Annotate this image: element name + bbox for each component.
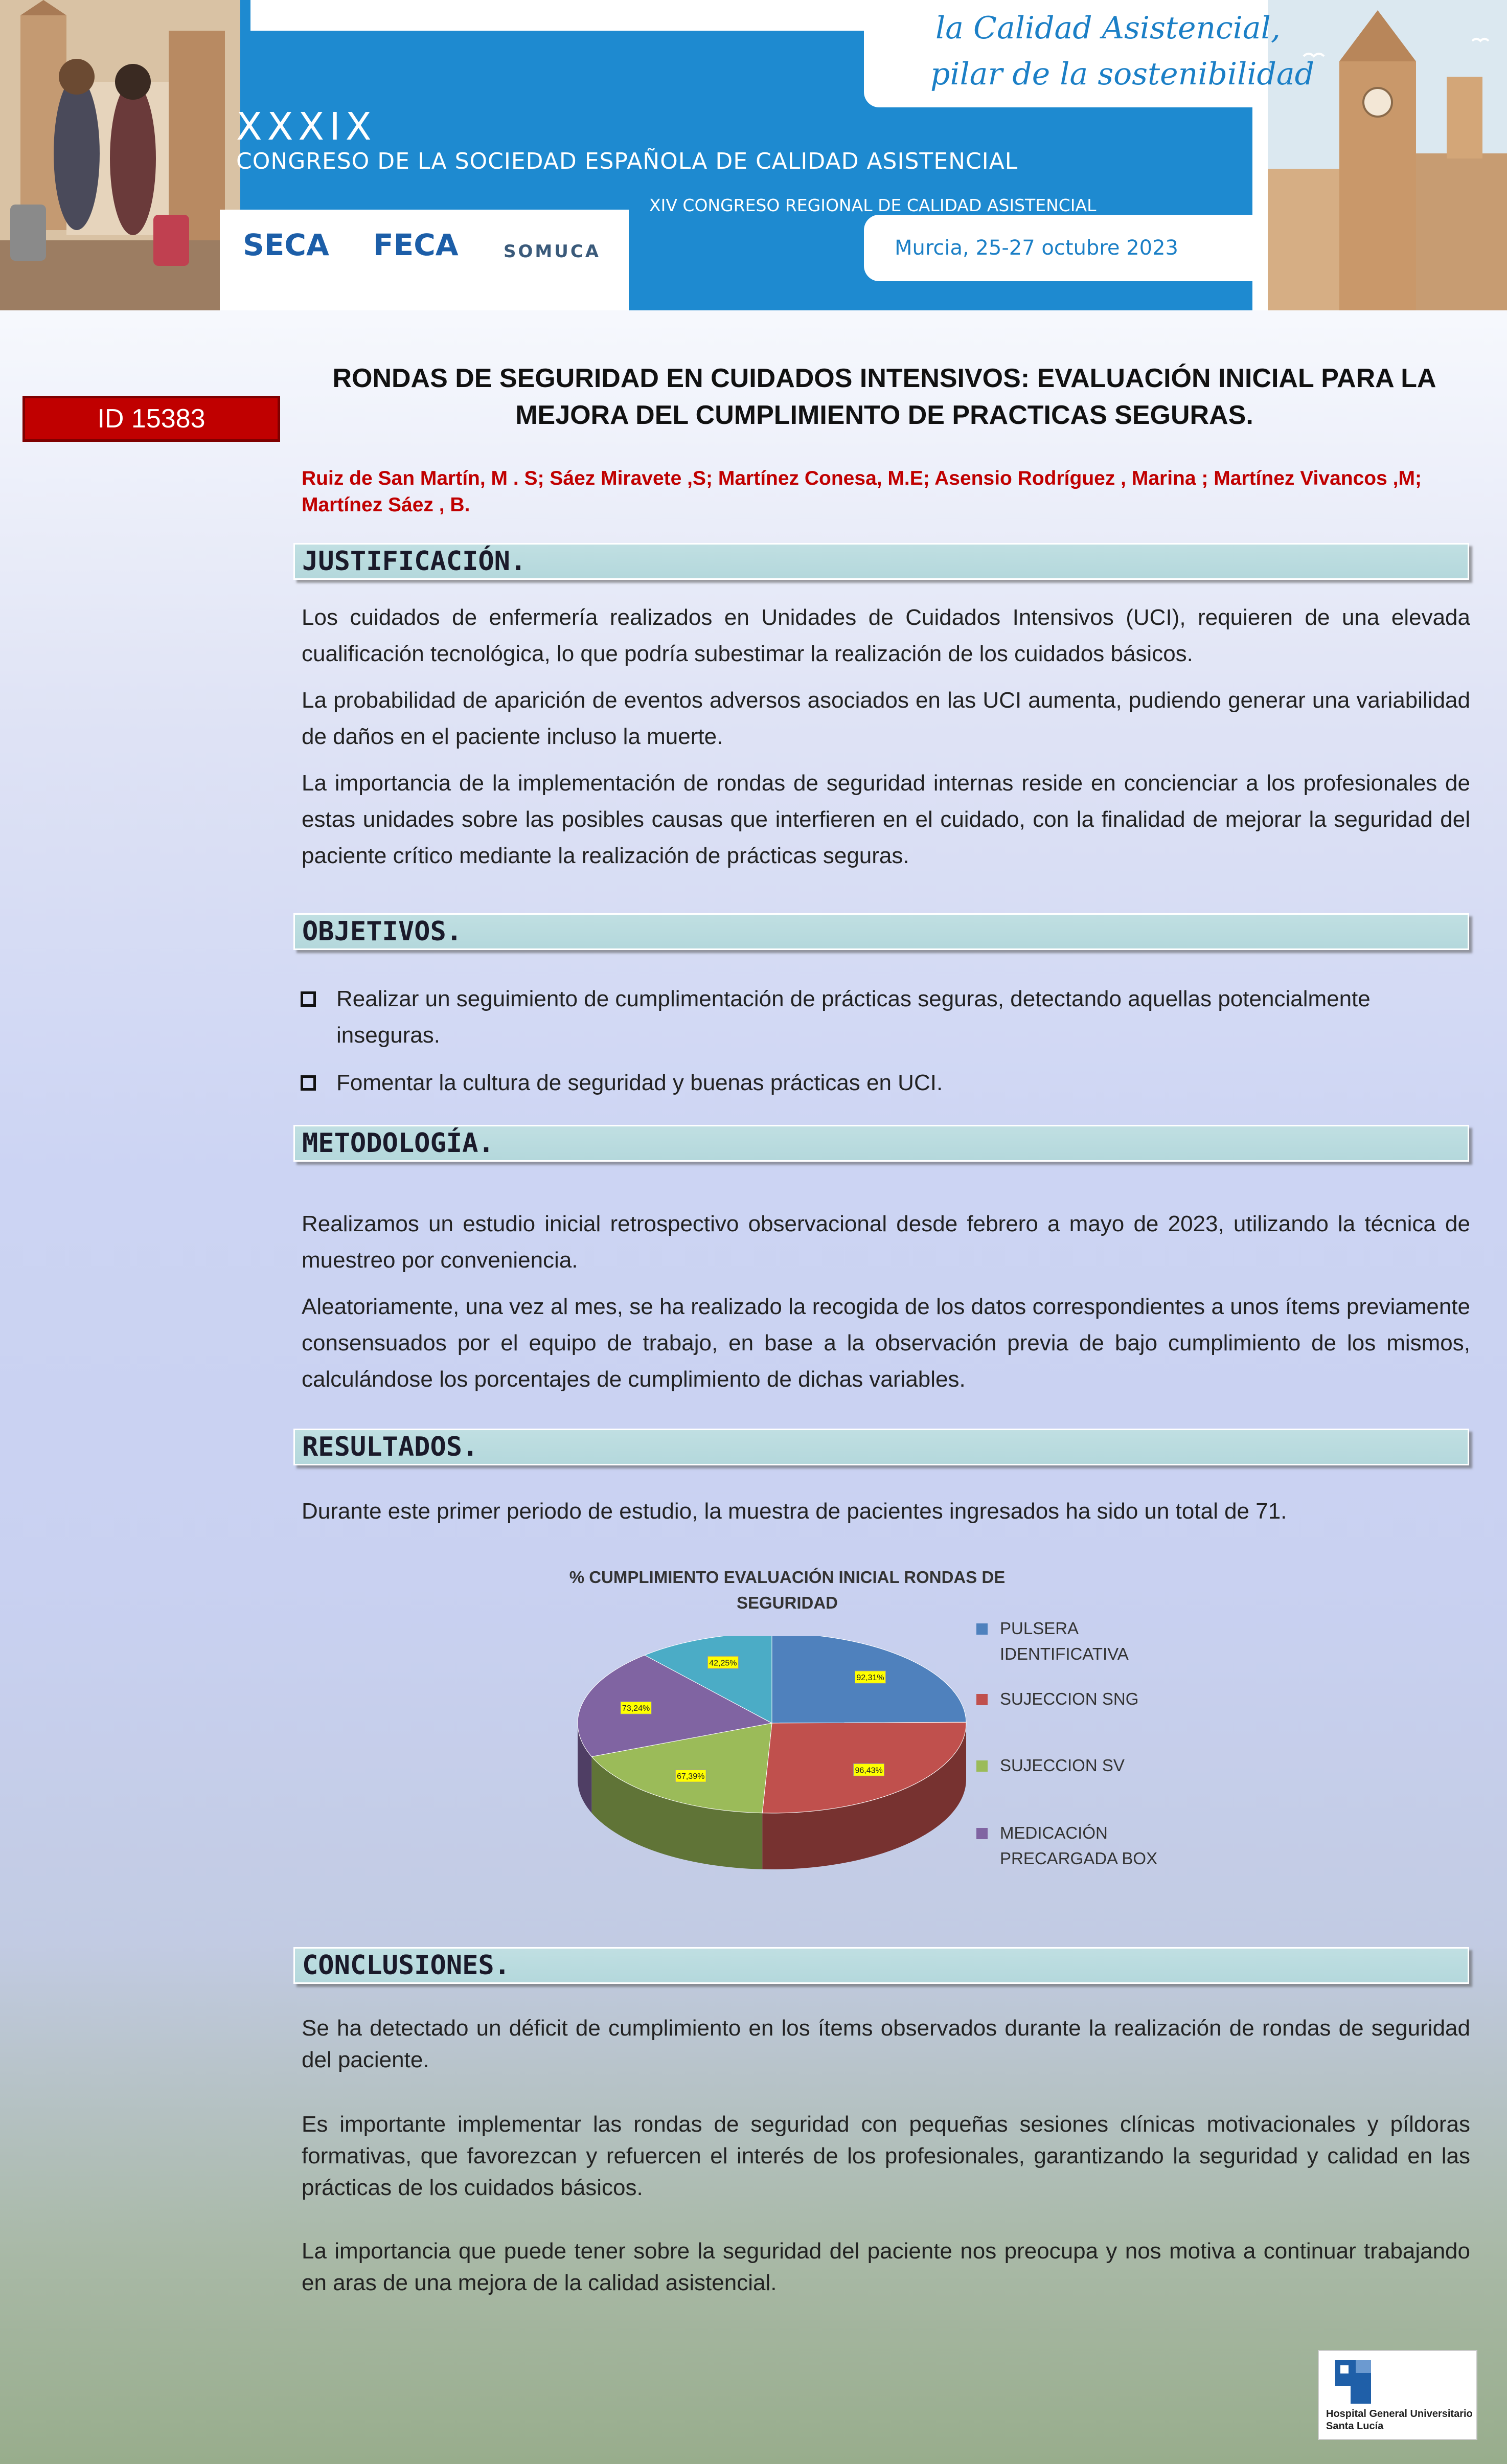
legend-swatch xyxy=(976,1828,988,1839)
section-heading-objetivos: OBJETIVOS. xyxy=(293,913,1469,950)
logos-panel xyxy=(220,210,629,310)
hospital-name-line2: Santa Lucía xyxy=(1326,2421,1384,2432)
section-heading-justificacion: JUSTIFICACIÓN. xyxy=(293,543,1469,580)
checkbox-bullet-icon xyxy=(301,991,316,1007)
pie-data-label xyxy=(675,1770,706,1782)
feca-logo: FECA xyxy=(373,228,459,262)
resultados-paragraph-1: Durante este primer periodo de estudio, la muestra de pacientes ingresados ha sido un total de 71. xyxy=(302,1499,1287,1524)
legend-item xyxy=(976,1616,1191,1667)
banner-illustration-right xyxy=(1268,0,1507,310)
objetivo-item-text: Fomentar la cultura de seguridad y buenas prácticas en UCI. xyxy=(336,1070,943,1095)
hospital-name-line1: Hospital General Universitario xyxy=(1326,2408,1473,2420)
conclusiones-paragraph-1: Se ha detectado un déficit de cumplimiento en los ítems observados durante la realización de rondas de seguridad del paciente. xyxy=(302,2016,1470,2072)
legend-swatch xyxy=(976,1623,988,1635)
objetivo-item-text: Realizar un seguimiento de cumplimentación de prácticas seguras, detectando aquellas potencialmente inseguras. xyxy=(336,986,1371,1048)
justificacion-paragraph-1: Los cuidados de enfermería realizados en Unidades de Cuidados Intensivos (UCI), requieren de una elevada cualificación tecnológica, lo que podría subestimar la realización de los cuidados básicos. xyxy=(302,605,1470,666)
legend-label: SUJECCION SNG xyxy=(1000,1689,1139,1708)
svg-text:67,39%: 67,39% xyxy=(677,1772,705,1781)
banner-congress-number: XXXIX xyxy=(236,105,377,149)
metodologia-paragraph-1: Realizamos un estudio inicial retrospectivo observacional desde febrero a mayo de 2023, utilizando la técnica de muestreo por conveniencia. xyxy=(302,1211,1470,1273)
legend-item xyxy=(976,1820,1191,1871)
banner-date: Murcia, 25-27 octubre 2023 xyxy=(895,236,1178,260)
abstract-id-badge: ID 15383 xyxy=(22,396,280,442)
banner-slogan-line1: la Calidad Asistencial, xyxy=(935,10,1281,46)
legend-item xyxy=(976,1753,1191,1778)
authors: Ruiz de San Martín, M . S; Sáez Miravete ,S; Martínez Conesa, M.E; Asensio Rodríguez , Marina ; Martínez Vivancos ,M; Martínez Sáez , B. xyxy=(302,467,1422,516)
pie-chart xyxy=(552,1636,971,1923)
justificacion-paragraph-2: La probabilidad de aparición de eventos adversos asociados en las UCI aumenta, pudiendo generar una variabilidad de daños en el paciente incluso la muerte. xyxy=(302,688,1470,749)
banner-top-strip xyxy=(250,0,864,31)
section-heading-metodologia: METODOLOGÍA. xyxy=(293,1125,1469,1162)
objetivo-item-1 xyxy=(301,981,1469,1053)
somuca-logo: SOMUCA xyxy=(504,241,601,262)
checkbox-bullet-icon xyxy=(301,1075,316,1091)
congress-banner xyxy=(0,0,1507,310)
section-heading-resultados: RESULTADOS. xyxy=(293,1429,1469,1465)
legend-swatch xyxy=(976,1760,988,1772)
banner-illustration-left xyxy=(0,0,240,310)
svg-text:42,25%: 42,25% xyxy=(709,1659,737,1668)
section-heading-conclusiones: CONCLUSIONES. xyxy=(293,1947,1469,1984)
metodologia-paragraph-2: Aleatoriamente, una vez al mes, se ha realizado la recogida de los datos correspondientes a unos ítems previamente consensuados por el equipo de trabajo, en base a la observación previa de bajo cumplimiento de los mismos, calculándose los porcentajes de cumplimiento de dichas variables. xyxy=(302,1294,1470,1392)
legend-label: PULSERA IDENTIFICATIVA xyxy=(1000,1619,1129,1663)
banner-regional-congress: XIV CONGRESO REGIONAL DE CALIDAD ASISTENCIAL xyxy=(649,195,1097,215)
svg-text:73,24%: 73,24% xyxy=(622,1704,650,1713)
conclusiones-paragraph-2: Es importante implementar las rondas de seguridad con pequeñas sesiones clínicas motivacionales y píldoras formativas, que favorezcan y refuercen el interés de los profesionales, garantizando la seguridad y calidad en las prácticas de los cuidados básicos. xyxy=(302,2112,1470,2200)
hospital-emblem-icon xyxy=(1325,2355,1381,2406)
legend-label: SUJECCION SV xyxy=(1000,1756,1125,1775)
conclusiones-paragraph-3: La importancia que puede tener sobre la seguridad del paciente nos preocupa y nos motiva a continuar trabajando en aras de una mejora de la calidad asistencial. xyxy=(302,2239,1470,2295)
svg-text:96,43%: 96,43% xyxy=(855,1766,883,1775)
poster-title: RONDAS DE SEGURIDAD EN CUIDADOS INTENSIVOS: EVALUACIÓN INICIAL PARA LA MEJORA DEL CUMPLIMIENTO DE PRACTICAS SEGURAS. xyxy=(332,364,1436,430)
pie-data-label xyxy=(855,1671,885,1683)
legend-swatch xyxy=(976,1694,988,1705)
svg-text:92,31%: 92,31% xyxy=(856,1673,884,1682)
pie-data-label xyxy=(621,1702,651,1714)
pie-data-label xyxy=(854,1764,884,1776)
objetivo-item-2 xyxy=(301,1065,1469,1101)
chart-title: % CUMPLIMIENTO EVALUACIÓN INICIAL RONDAS DE SEGURIDAD xyxy=(569,1568,1006,1612)
legend-item xyxy=(976,1686,1191,1712)
seca-logo: SECA xyxy=(243,228,329,262)
hospital-logo xyxy=(1318,2350,1477,2440)
banner-slogan-line2: pilar de la sostenibilidad xyxy=(930,56,1315,92)
banner-congress-name: CONGRESO DE LA SOCIEDAD ESPAÑOLA DE CALIDAD ASISTENCIAL xyxy=(236,148,1018,174)
pie-data-label xyxy=(707,1656,738,1668)
legend-label: MEDICACIÓN PRECARGADA BOX xyxy=(1000,1823,1158,1868)
justificacion-paragraph-3: La importancia de la implementación de rondas de seguridad internas reside en concienciar a los profesionales de estas unidades sobre las posibles causas que interfieren en el cuidado, con la finalidad de mejorar la seguridad del paciente crítico mediante la realización de prácticas seguras. xyxy=(302,771,1470,868)
